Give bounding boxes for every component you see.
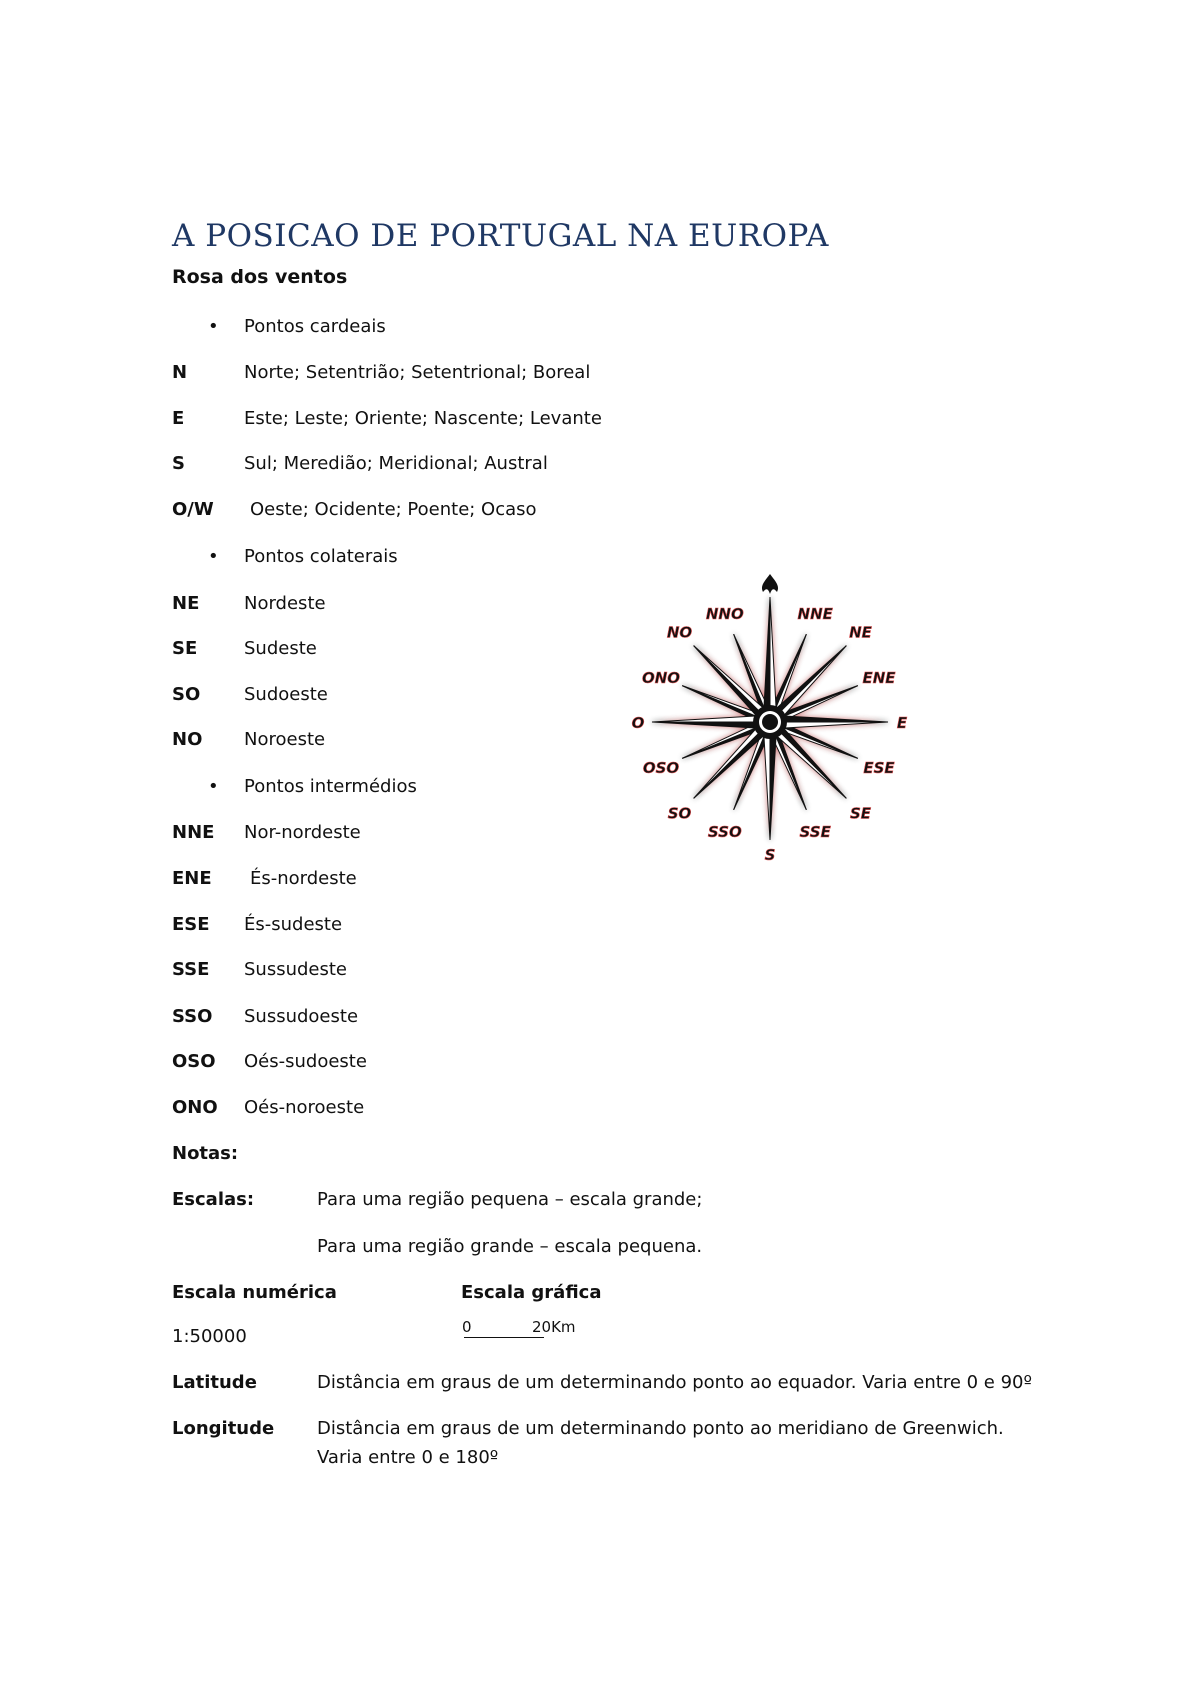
point-abbr: O/W [172, 499, 214, 520]
scales-line-2: Para uma região grande – escala pequena. [317, 1236, 703, 1257]
point-abbr: OSO [172, 1051, 216, 1072]
graphic-scale-start: 0 [462, 1318, 472, 1336]
bullet-icon: • [208, 546, 219, 567]
compass-label-o: O [631, 714, 645, 732]
point-abbr: SO [172, 684, 201, 705]
bullet-icon: • [208, 776, 219, 797]
point-abbr: ESE [172, 914, 210, 935]
numeric-scale-value: 1:50000 [172, 1326, 247, 1347]
compass-point-n-dark [764, 597, 770, 722]
point-abbr: N [172, 362, 188, 383]
point-abbr: ENE [172, 868, 212, 889]
compass-label-e: E [896, 714, 908, 732]
compass-point-s-light [764, 722, 770, 840]
point-abbr: NE [172, 593, 200, 614]
compass-label-nne: NNE [797, 605, 833, 623]
bullet-icon: • [208, 316, 219, 337]
point-desc: Sul; Meredião; Meridional; Austral [244, 453, 548, 474]
compass-label-oso: OSO [642, 759, 680, 778]
point-desc: Sudeste [244, 638, 317, 659]
point-abbr: E [172, 408, 185, 429]
compass-label-s: S [764, 846, 776, 862]
point-abbr: SE [172, 638, 198, 659]
compass-point-e-dark [770, 716, 888, 722]
point-abbr: NO [172, 729, 203, 750]
page-title: A POSICAO DE PORTUGAL NA EUROPA [172, 218, 829, 254]
compass-label-so: SO [667, 804, 692, 823]
point-desc: Nor-nordeste [244, 822, 361, 843]
latitude-text: Distância em graus de um determinando ponto ao equador. Varia entre 0 e 90º [317, 1372, 1032, 1393]
point-abbr: S [172, 453, 185, 474]
compass-hub-center [762, 714, 778, 730]
point-desc: Sussudeste [244, 959, 348, 980]
compass-label-sso: SSO [707, 823, 742, 841]
point-desc: Norte; Setentrião; Setentrional; Boreal [244, 362, 591, 383]
longitude-text-continued: Varia entre 0 e 180º [317, 1447, 499, 1468]
compass-point-e-light [770, 722, 888, 728]
scales-label: Escalas: [172, 1189, 255, 1210]
point-abbr: ONO [172, 1097, 218, 1118]
compass-point-o-light [652, 716, 770, 722]
point-abbr: NNE [172, 822, 215, 843]
graphic-scale [462, 1318, 576, 1336]
compass-label-sse: SSE [799, 823, 831, 841]
point-desc: Este; Leste; Oriente; Nascente; Levante [244, 408, 602, 429]
longitude-label: Longitude [172, 1418, 275, 1439]
compass-point-n-light [770, 597, 776, 722]
section-subtitle: Rosa dos ventos [172, 266, 348, 288]
latitude-label: Latitude [172, 1372, 257, 1393]
compass-point-s-dark [770, 722, 776, 840]
compass-label-no: NO [666, 623, 693, 642]
fleur-de-lis-icon [762, 574, 778, 594]
notes-label: Notas: [172, 1143, 239, 1164]
numeric-scale-label: Escala numérica [172, 1282, 337, 1303]
compass-label-ese: ESE [863, 759, 895, 778]
graphic-scale-end: 20Km [532, 1318, 576, 1336]
point-desc: Oés-noroeste [244, 1097, 365, 1118]
point-abbr: SSE [172, 959, 210, 980]
point-desc: Oés-sudoeste [244, 1051, 367, 1072]
document-page: A POSICAO DE PORTUGAL NA EUROPA Rosa dos ventos • Pontos cardeais N Norte; Setentrião; Setentrional; Boreal E Este; Leste; Oriente; Nascente; Levante S Sul; Meredião; Meridional; Austral O/W Oeste; Ocidente; Poente; Ocaso • Pontos colaterais NE Nordeste SE Sudeste SO Sudoeste NO Noroeste • Pontos intermédios NNE Nor-nordeste ENE És-nordeste ESE És-sudeste SSE Sussudeste SSO Sussudoeste OSO Oés-sudoeste ONO Oés-noroeste Notas: Escalas: Para uma região pequena – escala grande; Para uma região grande – escala pequena. Escala numérica Escala gráfica 1:50000 0 20Km Latitude Distância em graus de um determinando ponto ao equador. Varia entre 0 e 90º Longitude Distância em graus de um determinando ponto ao meridiano de Greenwich. Varia entre 0 e 180º NNE NE ENE E ESE SE SSE S SSO SO OSO O ONO NO NNO [172, 218, 1032, 1468]
point-desc: Sudoeste [244, 684, 328, 705]
graphic-scale-label: Escala gráfica [461, 1282, 602, 1303]
compass-label-ono: ONO [641, 668, 681, 687]
compass-label-nno: NNO [705, 605, 744, 623]
compass-label-ene: ENE [862, 668, 896, 687]
compass-label-ne: NE [849, 623, 872, 642]
graphic-scale-line [464, 1337, 544, 1338]
point-desc: És-sudeste [244, 914, 343, 935]
scales-line-1: Para uma região pequena – escala grande; [317, 1189, 703, 1210]
compass-point-o-dark [652, 722, 770, 728]
point-desc: És-nordeste [250, 868, 357, 889]
longitude-text: Distância em graus de um determinando ponto ao meridiano de Greenwich. [317, 1418, 1004, 1439]
point-abbr: SSO [172, 1006, 213, 1027]
point-desc: Oeste; Ocidente; Poente; Ocaso [250, 499, 537, 520]
point-desc: Nordeste [244, 593, 326, 614]
point-desc: Sussudoeste [244, 1006, 359, 1027]
compass-rose-image [622, 572, 922, 862]
point-desc: Noroeste [244, 729, 326, 750]
compass-label-se: SE [849, 804, 872, 823]
